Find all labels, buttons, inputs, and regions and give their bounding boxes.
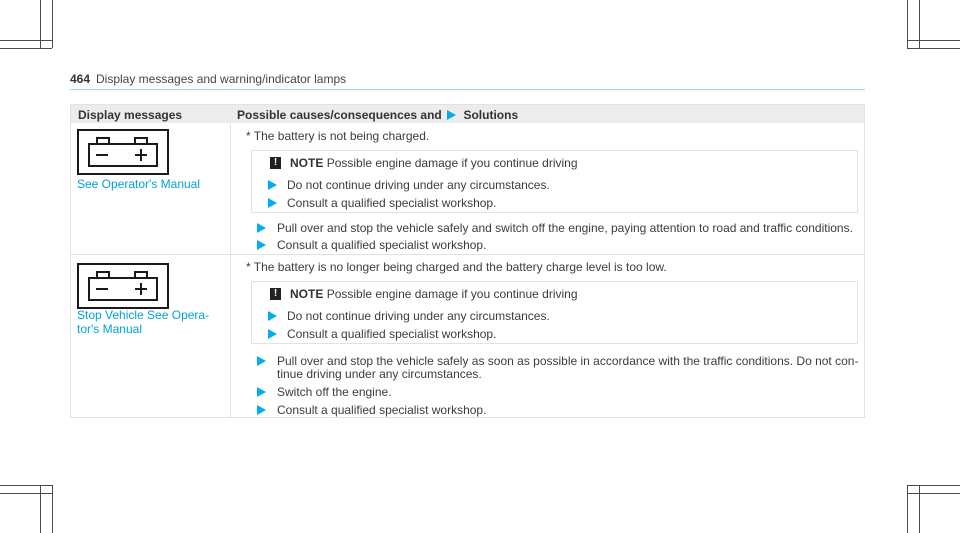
col-header-display: Display messages: [78, 108, 183, 122]
crop-mark: [0, 48, 52, 49]
message-link[interactable]: See Operator's Manual: [77, 177, 201, 191]
page-number: 464: [70, 72, 91, 86]
note-box: [251, 281, 858, 344]
message-link[interactable]: tor's Manual: [77, 322, 142, 336]
play-icon: [268, 311, 277, 321]
solution-step: Pull over and stop the vehicle safely and switch off the engine, paying attention to road and traffic conditions.: [277, 221, 853, 235]
row-divider: [71, 254, 864, 255]
solution-step-continued: tinue driving under any circumstances.: [277, 367, 482, 381]
solution-step: Consult a qualified specialist workshop.: [277, 238, 487, 252]
play-icon: [268, 198, 277, 208]
table-header: [71, 105, 864, 123]
play-icon: [257, 240, 266, 250]
display-messages-table: [70, 104, 865, 418]
crop-mark: [52, 0, 53, 48]
play-icon: [268, 329, 277, 339]
column-divider: [230, 123, 231, 417]
play-icon: [257, 223, 266, 233]
play-icon: [257, 356, 266, 366]
crop-mark: [907, 40, 960, 41]
play-icon: [447, 110, 456, 120]
solution-step: Consult a qualified specialist workshop.: [277, 403, 487, 417]
col-header-causes-label: Possible causes/consequences and: [237, 108, 442, 122]
page-header: [70, 70, 865, 90]
cause-text: * The battery is not being charged.: [246, 129, 430, 143]
crop-mark: [0, 493, 52, 494]
play-icon: [257, 387, 266, 397]
crop-mark: [907, 48, 960, 49]
note-text: Possible engine damage if you continue driving: [326, 156, 578, 170]
solution-step: Switch off the engine.: [277, 385, 392, 399]
cause-text: * The battery is no longer being charged and the battery charge level is too low.: [246, 260, 667, 274]
note-step: Do not continue driving under any circumstances.: [287, 178, 550, 192]
crop-mark: [0, 485, 52, 486]
crop-mark: [52, 485, 53, 533]
play-icon: [268, 180, 277, 190]
page-title: Display messages and warning/indicator lamps: [96, 72, 347, 86]
note-step: Do not continue driving under any circumstances.: [287, 309, 550, 323]
message-link[interactable]: Stop Vehicle See Opera-: [77, 308, 210, 322]
note-line: [290, 156, 578, 170]
note-label: NOTE: [290, 287, 324, 301]
play-icon: [257, 405, 266, 415]
note-label: NOTE: [290, 156, 324, 170]
solution-step: Pull over and stop the vehicle safely as soon as possible in accordance with the traffic conditions. Do not con-: [277, 354, 859, 368]
note-line: [290, 287, 578, 301]
warning-icon: !: [270, 288, 281, 300]
note-box: [251, 150, 858, 213]
battery-icon: [77, 263, 169, 309]
crop-mark: [0, 40, 52, 41]
note-text: Possible engine damage if you continue driving: [326, 287, 578, 301]
col-header-causes: [237, 108, 518, 122]
note-step: Consult a qualified specialist workshop.: [287, 196, 497, 210]
col-header-solutions-label: Solutions: [463, 108, 519, 122]
crop-mark: [907, 493, 960, 494]
battery-icon: [77, 129, 169, 175]
warning-icon: !: [270, 157, 281, 169]
note-step: Consult a qualified specialist workshop.: [287, 327, 497, 341]
crop-mark: [907, 485, 960, 486]
